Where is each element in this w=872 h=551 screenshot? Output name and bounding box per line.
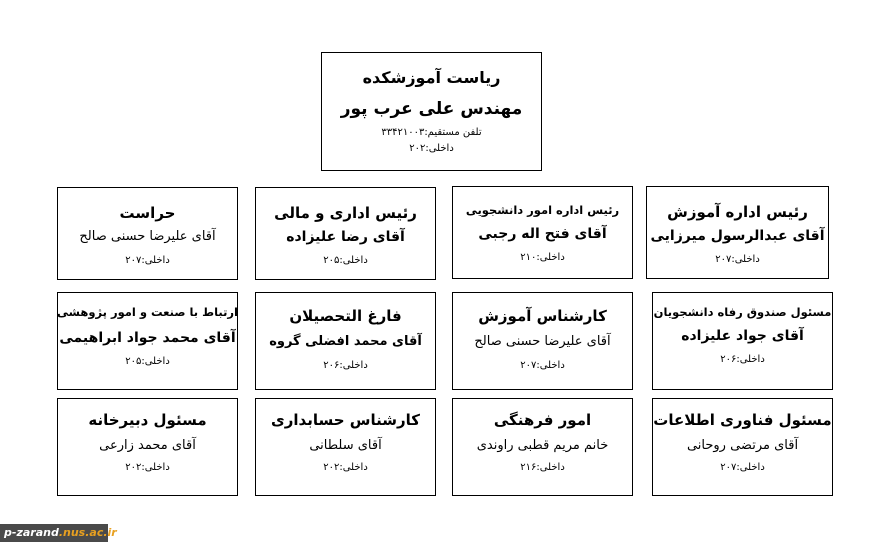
position-title: رئیس اداره امور دانشجویی (465, 203, 620, 217)
person-name: آقای عبدالرسول میرزایی (650, 228, 825, 244)
org-box-graduates (255, 292, 436, 390)
head-of-faculty-box (321, 52, 542, 171)
person-name: آقای جواد علیزاده (681, 328, 804, 344)
org-box-cultural-affairs (452, 398, 633, 496)
site-watermark (0, 524, 117, 542)
person-name: آقای علیرضا حسنی صالح (79, 229, 216, 244)
org-box-accounting-expert (255, 398, 436, 496)
extension: داخلی:۲۰۷ (715, 254, 760, 265)
person-name: آقای محمد افضلی گروه (269, 334, 422, 349)
extension: داخلی:۲۰۲ (125, 462, 170, 473)
position-title: مسئول دبیرخانه (88, 411, 207, 429)
position-title: ارتباط با صنعت و امور پژوهشی (57, 305, 238, 319)
position-title: کارشناس آموزش (478, 307, 607, 325)
person-name: آقای محمد زارعی (99, 438, 196, 453)
person-name: آقای سلطانی (309, 438, 382, 453)
head-name: مهندس علی عرب پور (340, 99, 523, 119)
position-title: مسئول صندوق رفاه دانشجویان (653, 305, 832, 319)
extension: داخلی:۲۰۶ (720, 354, 765, 365)
position-title: فارغ التحصیلان (289, 307, 402, 325)
position-title: حراست (119, 204, 176, 222)
org-box-education-expert (452, 292, 633, 390)
person-name: آقای علیرضا حسنی صالح (474, 334, 611, 349)
head-extension: داخلی:۲۰۲ (409, 143, 454, 154)
watermark-domain-part1: p-zarand (4, 526, 59, 539)
extension: داخلی:۲۰۵ (125, 356, 170, 367)
org-box-security (57, 187, 238, 280)
head-title: ریاست آموزشکده (362, 68, 501, 87)
person-name: آقای فتح اله رجبی (478, 226, 607, 242)
position-title: رئیس اداری و مالی (274, 204, 417, 222)
org-box-student-affairs-head (452, 186, 633, 279)
head-phone: تلفن مستقیم:۳۳۴۲۱۰۰۳ (381, 127, 482, 138)
org-box-student-welfare-fund (652, 292, 833, 390)
extension: داخلی:۲۰۷ (520, 360, 565, 371)
org-box-industry-research (57, 292, 238, 390)
person-name: آقای رضا علیزاده (286, 229, 405, 245)
extension: داخلی:۲۰۶ (323, 360, 368, 371)
org-box-admin-finance-head (255, 187, 436, 280)
position-title: مسئول فناوری اطلاعات (653, 411, 832, 429)
person-name: آقای مرتضی روحانی (686, 438, 799, 453)
position-title: امور فرهنگی (493, 411, 592, 429)
org-box-it-manager (652, 398, 833, 496)
person-name: آقای محمد جواد ابراهیمی (59, 330, 236, 346)
extension: داخلی:۲۰۵ (323, 255, 368, 266)
watermark-domain-part2: .nus.ac.ir (58, 526, 117, 539)
org-box-education-head (646, 186, 829, 279)
extension: داخلی:۲۱۰ (520, 252, 565, 263)
position-title: رئیس اداره آموزش (667, 203, 808, 221)
extension: داخلی:۲۰۷ (720, 462, 765, 473)
position-title: کارشناس حسابداری (271, 411, 420, 429)
org-box-secretariat (57, 398, 238, 496)
extension: داخلی:۲۱۶ (520, 462, 565, 473)
extension: داخلی:۲۰۷ (125, 255, 170, 266)
person-name: خانم مریم قطبی راوندی (476, 438, 609, 453)
extension: داخلی:۲۰۲ (323, 462, 368, 473)
